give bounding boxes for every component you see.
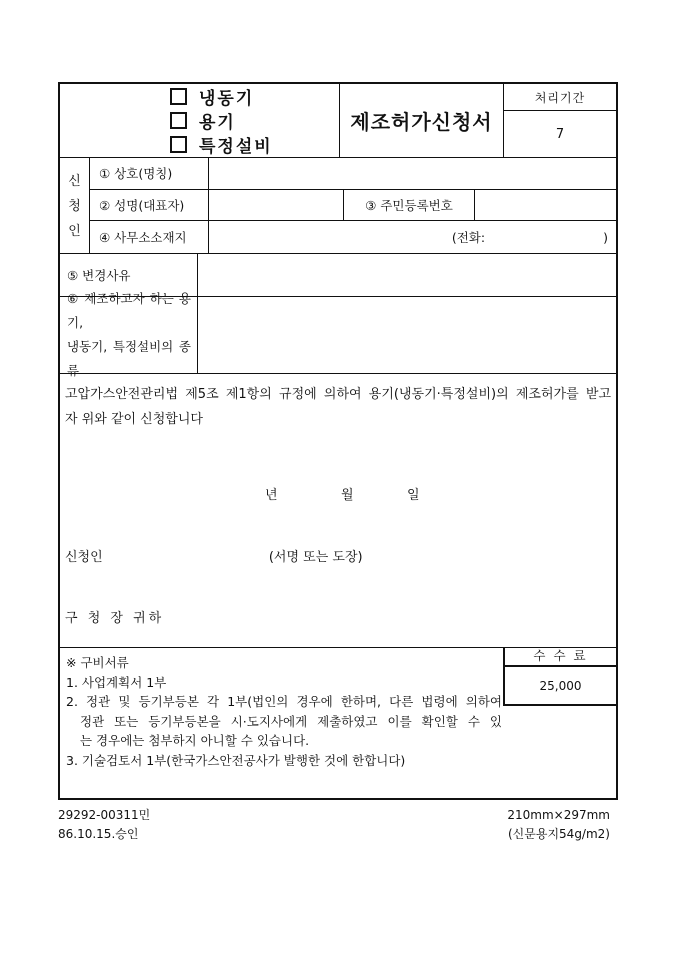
applicant-group-label: 신청인 bbox=[60, 158, 90, 253]
checkbox-row-specific-equipment bbox=[170, 135, 339, 155]
required-document-item-2-continued: 정관 또는 등기부등본을 시·도지사에게 제출하였고 이를 확인할 수 있 bbox=[80, 713, 502, 729]
product-type-label-line2: 냉동기, 특정설비의 종류 bbox=[67, 339, 191, 378]
product-type-row bbox=[60, 291, 616, 378]
office-address-input-area[interactable] bbox=[209, 221, 616, 253]
form-number-block bbox=[58, 806, 150, 844]
signature-applicant-label: 신청인 bbox=[65, 550, 103, 565]
representative-input-area[interactable] bbox=[209, 190, 344, 221]
required-document-item-2: 2. 정관 및 등기부등본 각 1부(법인의 경우에 한하며, 다른 법령에 의하여 bbox=[66, 694, 502, 709]
business-name-input-area[interactable] bbox=[209, 158, 616, 189]
fee-value: 25,000 bbox=[539, 678, 582, 693]
date-day-label: 일 bbox=[407, 488, 420, 503]
fee-label: 수 수 료 bbox=[505, 648, 616, 667]
product-type-label-line1: ⑥ 제조하고자 하는 용기, bbox=[67, 291, 191, 330]
required-documents-list bbox=[66, 653, 502, 770]
applicant-section bbox=[60, 158, 616, 254]
checkbox-label-container: 용기 bbox=[199, 113, 236, 133]
date-month-label: 월 bbox=[341, 488, 354, 503]
date-year-label: 년 bbox=[265, 488, 278, 503]
date-line bbox=[60, 484, 616, 504]
declaration-statement bbox=[65, 382, 611, 432]
checkbox-refrigerator[interactable] bbox=[170, 88, 187, 105]
required-document-item-1: 1. 사업계획서 1부 bbox=[66, 674, 167, 690]
paper-spec-block bbox=[507, 806, 610, 844]
approval-date: 86.10.15.승인 bbox=[58, 827, 139, 841]
required-documents-title: ※ 구비서류 bbox=[66, 655, 129, 670]
phone-label-close: ) bbox=[603, 229, 608, 245]
checkbox-label-specific-equipment: 특정설비 bbox=[199, 137, 273, 157]
product-type-label bbox=[60, 291, 198, 378]
required-document-item-3: 3. 기술검토서 1부(한국가스안전공사가 발행한 것에 한합니다) bbox=[66, 752, 406, 768]
change-reason-label: ⑤ 변경사유 bbox=[60, 254, 198, 296]
change-reason-input-area[interactable] bbox=[198, 254, 616, 296]
form-title: 제조허가신청서 bbox=[340, 84, 504, 157]
statement-line-2: 자 위와 같이 신청합니다 bbox=[65, 412, 203, 427]
applicant-rows bbox=[90, 158, 616, 253]
checkbox-container[interactable] bbox=[170, 112, 187, 129]
resident-number-input-area[interactable] bbox=[475, 190, 616, 221]
processing-period-value: 7 bbox=[555, 126, 565, 142]
business-name-label: ① 상호(명칭) bbox=[90, 158, 209, 189]
fee-box bbox=[503, 648, 616, 706]
required-document-item-2-end: 는 경우에는 첨부하지 아니할 수 있습니다. bbox=[80, 733, 310, 748]
paper-spec: (신문용지54g/m2) bbox=[508, 827, 610, 841]
form-number: 29292-00311민 bbox=[58, 808, 151, 822]
checkbox-row-refrigerator bbox=[170, 87, 339, 107]
business-name-row bbox=[90, 158, 616, 190]
office-address-label: ④ 사무소소재지 bbox=[90, 221, 209, 253]
checkbox-row-container bbox=[170, 111, 339, 131]
product-type-input-area[interactable] bbox=[198, 297, 616, 373]
processing-period-label: 처리기간 bbox=[504, 84, 616, 111]
checkbox-label-refrigerator: 냉동기 bbox=[199, 89, 255, 109]
signature-note: (서명 또는 도장) bbox=[268, 550, 363, 565]
form-header-row bbox=[60, 84, 616, 158]
representative-label: ② 성명(대표자) bbox=[90, 190, 209, 221]
checkbox-specific-equipment[interactable] bbox=[170, 136, 187, 153]
declaration-section bbox=[60, 374, 616, 648]
requirements-section bbox=[60, 648, 616, 798]
statement-line-1: 고압가스안전관리법 제5조 제1항의 규정에 의하여 용기(냉동기·특정설비)의 제조허가를 받고 bbox=[65, 387, 611, 402]
resident-number-label: ③ 주민등록번호 bbox=[344, 190, 475, 221]
paper-size: 210mm×297mm bbox=[507, 808, 610, 822]
manufacturing-permit-form bbox=[58, 82, 618, 800]
signature-line bbox=[65, 546, 363, 565]
representative-row bbox=[90, 190, 616, 222]
equipment-type-checkbox-group bbox=[60, 84, 340, 157]
addressee-label: 구 청 장 귀하 bbox=[65, 611, 165, 626]
phone-label-open: (전화: bbox=[451, 230, 486, 246]
processing-period-cell bbox=[504, 84, 616, 157]
office-address-row bbox=[90, 221, 616, 253]
